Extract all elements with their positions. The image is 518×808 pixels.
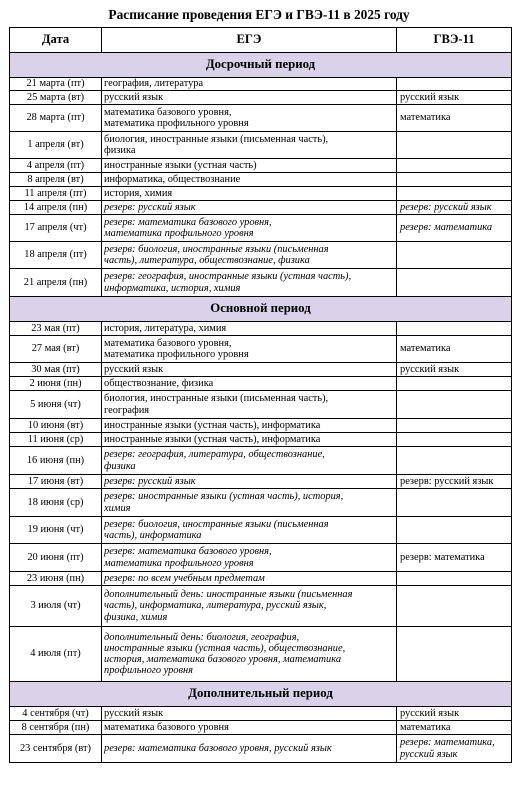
table-row <box>10 707 512 721</box>
exam-date: 8 сентября (пн) <box>10 721 102 735</box>
ege-subjects: резерв: математика базового уровня, математика профильного уровня <box>102 544 397 572</box>
table-row <box>10 78 512 91</box>
ege-subjects: иностранные языки (устная часть), информатика <box>102 419 397 433</box>
gve-subjects <box>397 269 512 297</box>
table-row <box>10 159 512 173</box>
period-heading: Основной период <box>10 297 512 322</box>
exam-date: 11 апреля (пт) <box>10 187 102 201</box>
table-row <box>10 173 512 187</box>
table-row <box>10 419 512 433</box>
exam-date: 28 марта (пт) <box>10 105 102 132</box>
ege-subjects: резерв: математика базового уровня, русский язык <box>102 735 397 763</box>
exam-date: 30 мая (пт) <box>10 363 102 377</box>
exam-date: 19 июня (чт) <box>10 517 102 544</box>
schedule-table <box>9 27 512 763</box>
exam-date: 18 июня (ср) <box>10 489 102 517</box>
ege-subjects: информатика, обществознание <box>102 173 397 187</box>
table-row <box>10 447 512 475</box>
ege-subjects: иностранные языки (устная часть) <box>102 159 397 173</box>
ege-subjects: резерв: математика базового уровня, математика профильного уровня <box>102 215 397 242</box>
column-header-date: Дата <box>10 28 102 53</box>
exam-date: 4 апреля (пт) <box>10 159 102 173</box>
table-row <box>10 105 512 132</box>
table-row <box>10 517 512 544</box>
ege-subjects: резерв: иностранные языки (устная часть), история, химия <box>102 489 397 517</box>
table-row <box>10 627 512 682</box>
ege-subjects: география, литература <box>102 78 397 91</box>
gve-subjects: русский язык <box>397 707 512 721</box>
gve-subjects <box>397 391 512 419</box>
table-row <box>10 586 512 627</box>
exam-date: 4 сентября (чт) <box>10 707 102 721</box>
table-row <box>10 572 512 586</box>
exam-date: 23 июня (пн) <box>10 572 102 586</box>
gve-subjects <box>397 242 512 269</box>
exam-date: 17 июня (вт) <box>10 475 102 489</box>
gve-subjects <box>397 173 512 187</box>
ege-subjects: математика базового уровня <box>102 721 397 735</box>
table-row <box>10 475 512 489</box>
period-heading: Дополнительный период <box>10 682 512 707</box>
gve-subjects: русский язык <box>397 363 512 377</box>
column-header-ege: ЕГЭ <box>102 28 397 53</box>
period-row <box>10 682 512 707</box>
exam-date: 11 июня (ср) <box>10 433 102 447</box>
exam-date: 8 апреля (вт) <box>10 173 102 187</box>
ege-subjects: обществознание, физика <box>102 377 397 391</box>
table-row <box>10 215 512 242</box>
gve-subjects <box>397 159 512 173</box>
ege-subjects: русский язык <box>102 707 397 721</box>
exam-date: 14 апреля (пн) <box>10 201 102 215</box>
ege-subjects: резерв: русский язык <box>102 201 397 215</box>
exam-date: 21 апреля (пн) <box>10 269 102 297</box>
period-row <box>10 297 512 322</box>
gve-subjects: русский язык <box>397 91 512 105</box>
table-row <box>10 391 512 419</box>
period-row <box>10 53 512 78</box>
table-row <box>10 489 512 517</box>
gve-subjects <box>397 132 512 159</box>
gve-subjects <box>397 419 512 433</box>
exam-date: 5 июня (чт) <box>10 391 102 419</box>
gve-subjects: математика <box>397 336 512 363</box>
table-row <box>10 544 512 572</box>
exam-date: 1 апреля (вт) <box>10 132 102 159</box>
table-row <box>10 201 512 215</box>
gve-subjects <box>397 586 512 627</box>
ege-subjects: биология, иностранные языки (письменная часть), география <box>102 391 397 419</box>
gve-subjects <box>397 517 512 544</box>
exam-date: 27 мая (вт) <box>10 336 102 363</box>
exam-date: 23 сентября (вт) <box>10 735 102 763</box>
ege-subjects: математика базового уровня, математика профильного уровня <box>102 105 397 132</box>
table-row <box>10 269 512 297</box>
ege-subjects: биология, иностранные языки (письменная часть), физика <box>102 132 397 159</box>
schedule-body <box>10 53 512 763</box>
ege-subjects: резерв: география, иностранные языки (устная часть), информатика, история, химия <box>102 269 397 297</box>
gve-subjects: резерв: математика <box>397 544 512 572</box>
table-row <box>10 187 512 201</box>
gve-subjects <box>397 377 512 391</box>
table-row <box>10 322 512 336</box>
table-row <box>10 363 512 377</box>
table-row <box>10 377 512 391</box>
table-row <box>10 132 512 159</box>
ege-subjects: математика базового уровня, математика профильного уровня <box>102 336 397 363</box>
gve-subjects: резерв: русский язык <box>397 201 512 215</box>
exam-date: 16 июня (пн) <box>10 447 102 475</box>
exam-date: 10 июня (вт) <box>10 419 102 433</box>
gve-subjects: математика <box>397 105 512 132</box>
exam-date: 2 июня (пн) <box>10 377 102 391</box>
table-header-row <box>10 28 512 53</box>
ege-subjects: русский язык <box>102 91 397 105</box>
ege-subjects: дополнительный день: иностранные языки (письменная часть), информатика, литература, русский язык, физика, химия <box>102 586 397 627</box>
gve-subjects: резерв: математика, русский язык <box>397 735 512 763</box>
ege-subjects: история, литература, химия <box>102 322 397 336</box>
column-header-gve: ГВЭ-11 <box>397 28 512 53</box>
table-row <box>10 433 512 447</box>
page-title: Расписание проведения ЕГЭ и ГВЭ-11 в 2025 году <box>108 7 410 22</box>
ege-subjects: резерв: география, литература, обществознание, физика <box>102 447 397 475</box>
gve-subjects <box>397 627 512 682</box>
exam-date: 21 марта (пт) <box>10 78 102 91</box>
ege-subjects: резерв: биология, иностранные языки (письменная часть), литература, обществознание, физика <box>102 242 397 269</box>
table-row <box>10 242 512 269</box>
table-row <box>10 336 512 363</box>
exam-date: 20 июня (пт) <box>10 544 102 572</box>
gve-subjects <box>397 447 512 475</box>
gve-subjects: резерв: русский язык <box>397 475 512 489</box>
exam-date: 17 апреля (чт) <box>10 215 102 242</box>
ege-subjects: дополнительный день: биология, география, иностранные языки (устная часть), обществознание, история, математика базового уровня, математика профильного уровня <box>102 627 397 682</box>
exam-date: 4 июля (пт) <box>10 627 102 682</box>
exam-date: 25 марта (вт) <box>10 91 102 105</box>
table-row <box>10 721 512 735</box>
gve-subjects <box>397 489 512 517</box>
exam-date: 23 мая (пт) <box>10 322 102 336</box>
gve-subjects <box>397 322 512 336</box>
gve-subjects <box>397 187 512 201</box>
ege-subjects: иностранные языки (устная часть), информатика <box>102 433 397 447</box>
period-heading: Досрочный период <box>10 53 512 78</box>
gve-subjects: математика <box>397 721 512 735</box>
gve-subjects <box>397 572 512 586</box>
gve-subjects: резерв: математика <box>397 215 512 242</box>
ege-subjects: резерв: по всем учебным предметам <box>102 572 397 586</box>
gve-subjects <box>397 433 512 447</box>
gve-subjects <box>397 78 512 91</box>
ege-subjects: резерв: биология, иностранные языки (письменная часть), информатика <box>102 517 397 544</box>
table-row <box>10 735 512 763</box>
ege-subjects: резерв: русский язык <box>102 475 397 489</box>
table-row <box>10 91 512 105</box>
ege-subjects: история, химия <box>102 187 397 201</box>
exam-date: 18 апреля (пт) <box>10 242 102 269</box>
exam-date: 3 июля (чт) <box>10 586 102 627</box>
ege-subjects: русский язык <box>102 363 397 377</box>
